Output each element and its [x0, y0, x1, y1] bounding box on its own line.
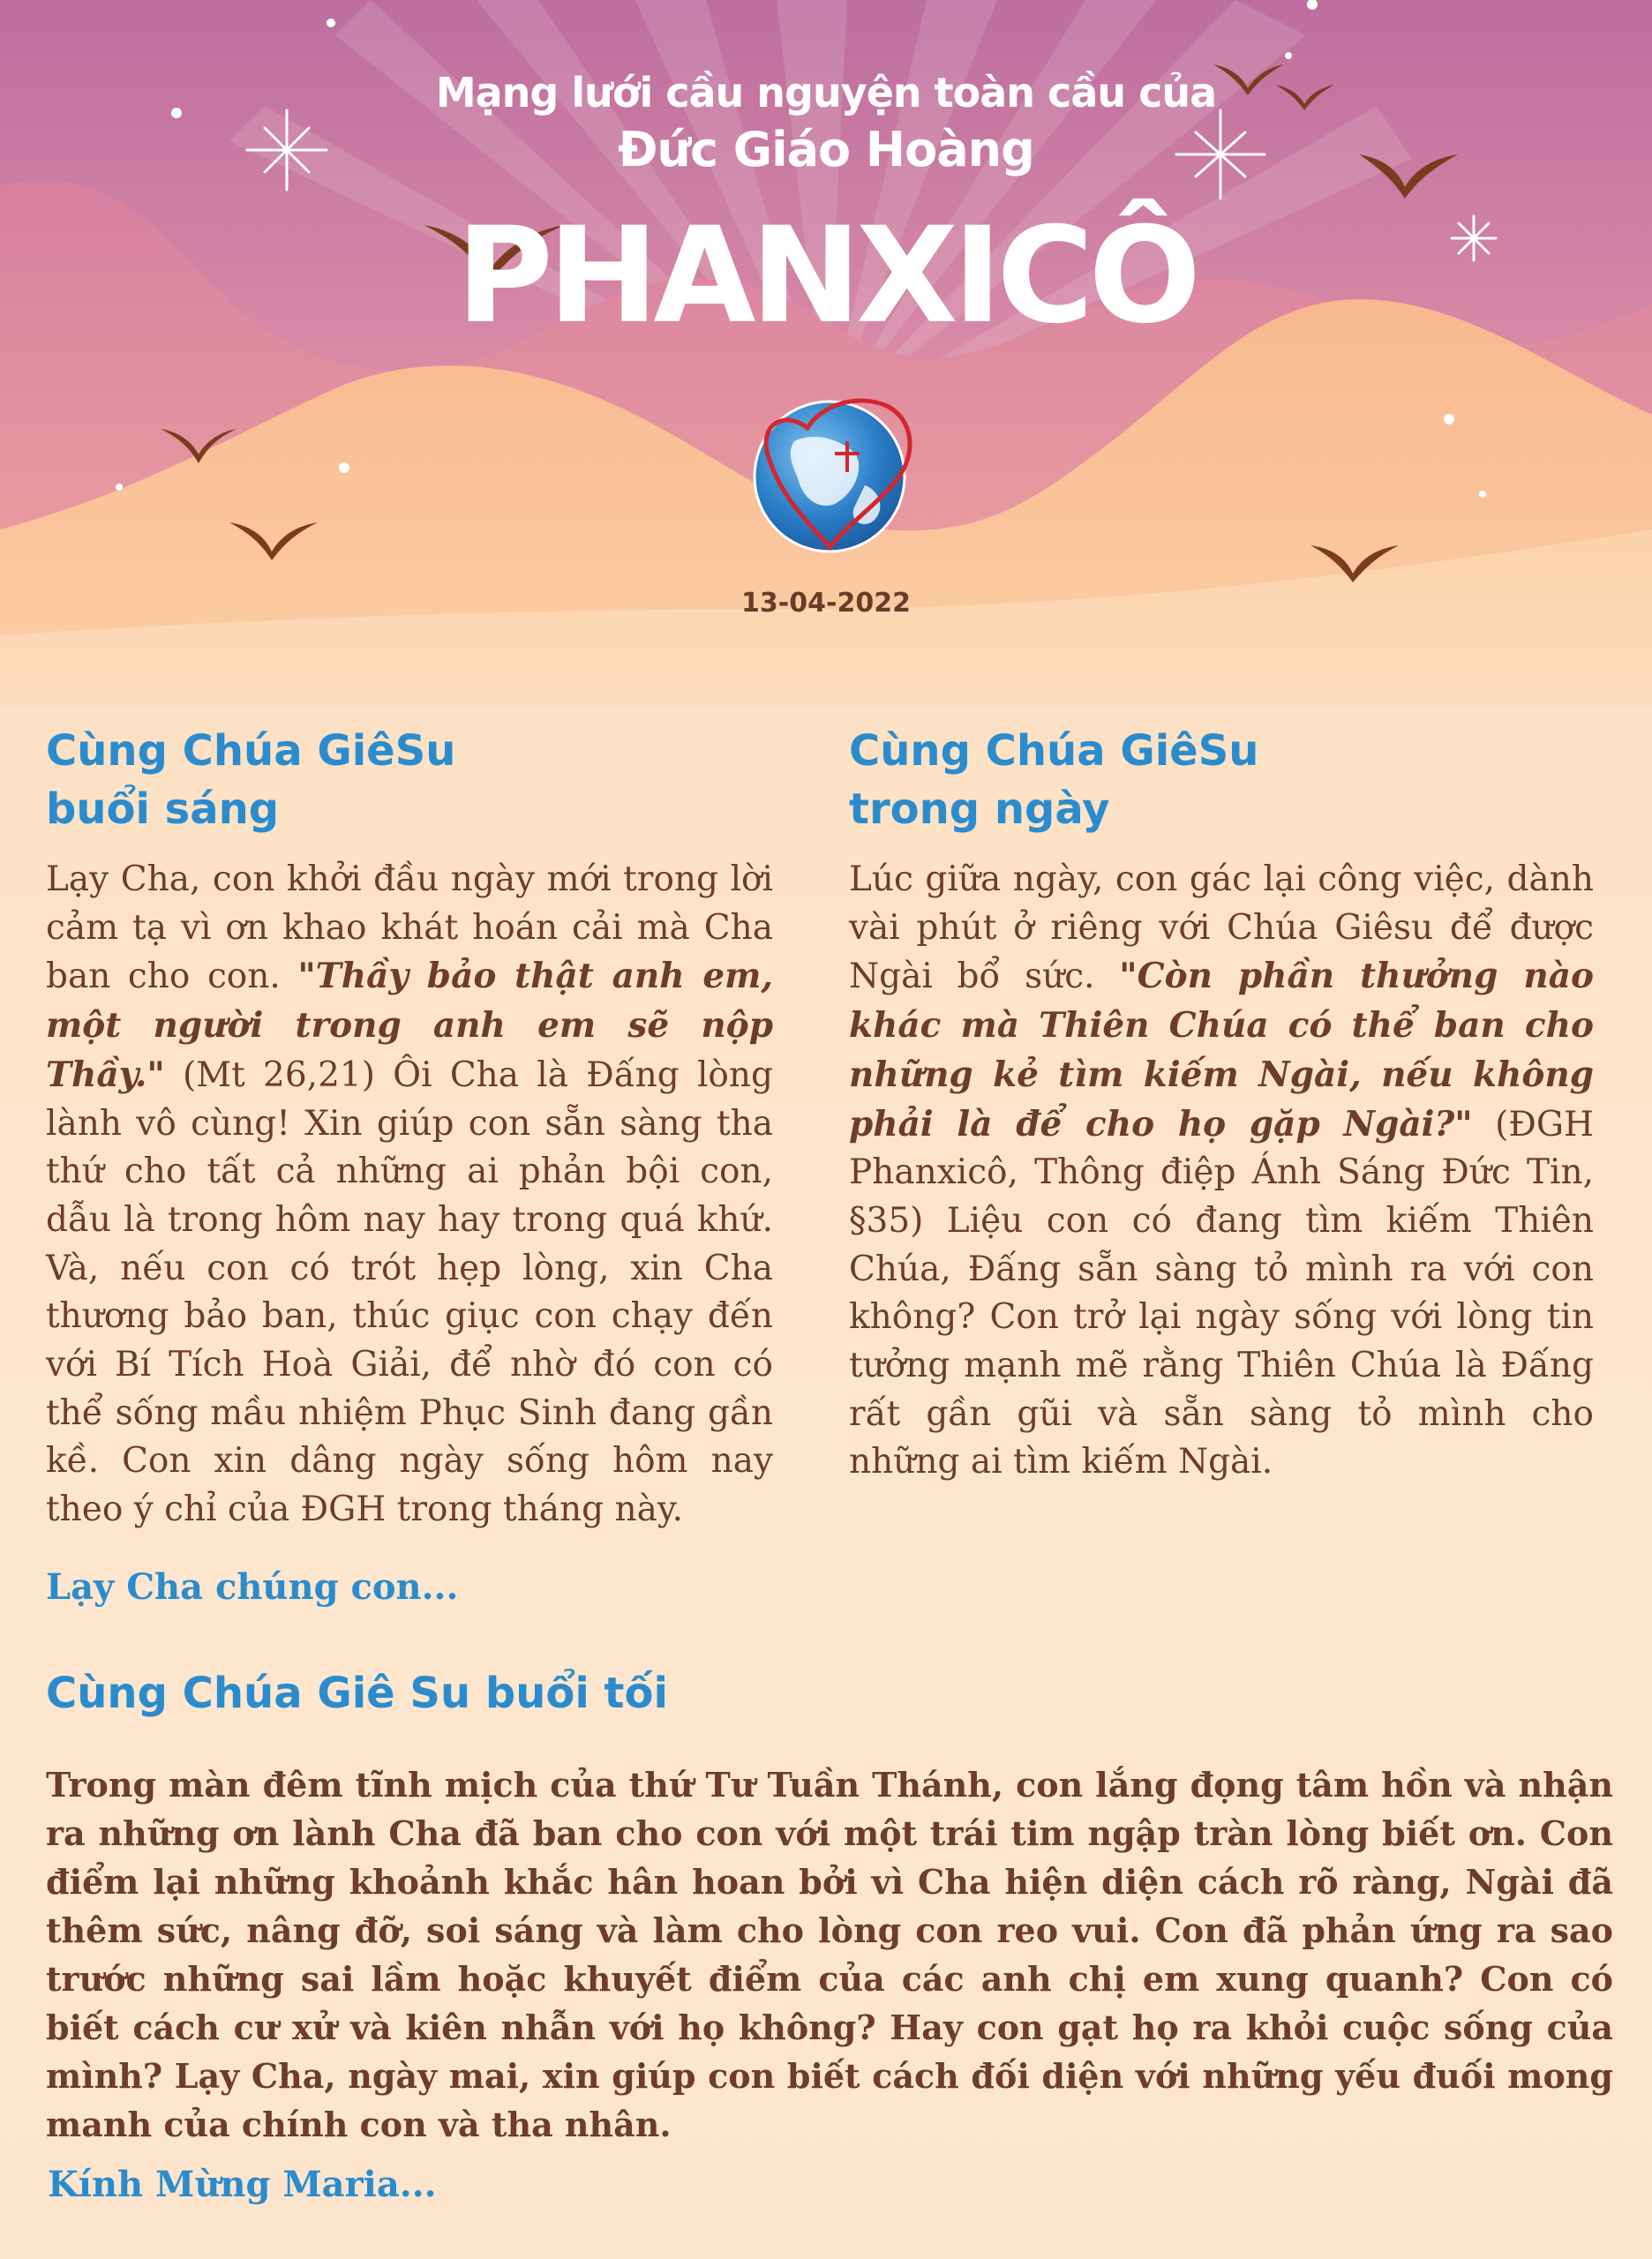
date-label: 13-04-2022 [741, 588, 911, 619]
morning-heading-line1: Cùng Chúa GiêSu [46, 726, 456, 776]
midday-quote: "Còn phần thưởng nào khác mà Thiên Chúa có thể ban cho những kẻ tìm kiếm Ngài, nếu không phải là để cho họ gặp Ngài?" [849, 956, 1594, 1145]
morning-prayer-text [46, 856, 773, 1535]
morning-closing: Lạy Cha chúng con... [46, 1566, 459, 1608]
network-subtitle: Mạng lưới cầu nguyện toàn cầu của [435, 69, 1217, 116]
globe-heart-icon [732, 388, 927, 556]
evening-closing: Kính Mừng Maria... [48, 2164, 437, 2205]
morning-heading-line2: buổi sáng [46, 784, 280, 834]
midday-text-b: (ĐGH Phanxicô, Thông điệp Ánh Sáng Đức Tin, §35) Liệu con có đang tìm kiếm Thiên Chúa, Đấng sẵn sàng tỏ mình ra với con không? Con trở lại ngày sống với lòng tin tưởng mạnh mẽ rằng Thiên Chúa là Đấng rất gần gũi và sẵn sàng tỏ mình cho những ai tìm kiếm Ngài. [849, 1104, 1594, 1482]
midday-text-a: Lúc giữa ngày, con gác lại công việc, dành vài phút ở riêng với Chúa Giêsu để được Ngài bổ sức. [849, 859, 1594, 997]
midday-heading-line1: Cùng Chúa GiêSu [849, 726, 1259, 776]
midday-heading-line2: trong ngày [849, 784, 1110, 834]
midday-heading [849, 722, 1608, 838]
evening-heading: Cùng Chúa Giê Su buổi tối [46, 1669, 668, 1718]
pope-title: Đức Giáo Hoàng [618, 122, 1034, 177]
morning-text-b: (Mt 26,21) Ôi Cha là Đấng lòng lành vô cùng! Xin giúp con sẵn sàng tha thứ cho tất cả những ai phản bội con, dẫu là trong hôm nay hay trong quá khứ. Và, nếu con có trót hẹp lòng, xin Cha thương bảo ban, thúc giục con chạy đến với Bí Tích Hoà Giải, để nhờ đó con có thể sống mầu nhiệm Phục Sinh đang gần kề. Con xin dâng ngày sống hôm nay theo ý chỉ của ĐGH trong tháng này. [46, 1054, 773, 1530]
morning-text-a: Lạy Cha, con khởi đầu ngày mới trong lời cảm tạ vì ơn khao khát hoán cải mà Cha ban cho con. [46, 859, 773, 997]
morning-quote: "Thầy bảo thật anh em, một người trong anh em sẽ nộp Thầy." [46, 956, 773, 1095]
pope-name: PHANXICÔ [455, 199, 1197, 353]
evening-prayer-text: Trong màn đêm tĩnh mịch của thứ Tư Tuần Thánh, con lắng đọng tâm hồn và nhận ra những ơn lành Cha đã ban cho con với một trái tim ngập tràn lòng biết ơn. Con điểm lại những khoảnh khắc hân hoan bởi vì Cha hiện diện cách rõ ràng, Ngài đã thêm sức, nâng đỡ, soi sáng và làm cho lòng con reo vui. Con đã phản ứng ra sao trước những sai lầm hoặc khuyết điểm của các anh chị em xung quanh? Con có biết cách cư xử và kiên nhẫn với họ không? Hay con gạt họ ra khỏi cuộc sống của mình? Lạy Cha, ngày mai, xin giúp con biết cách đối diện với những yếu đuối mong manh của chính con và tha nhân. [46, 1765, 1613, 2144]
morning-heading [46, 722, 770, 838]
midday-prayer-text [849, 856, 1594, 1487]
